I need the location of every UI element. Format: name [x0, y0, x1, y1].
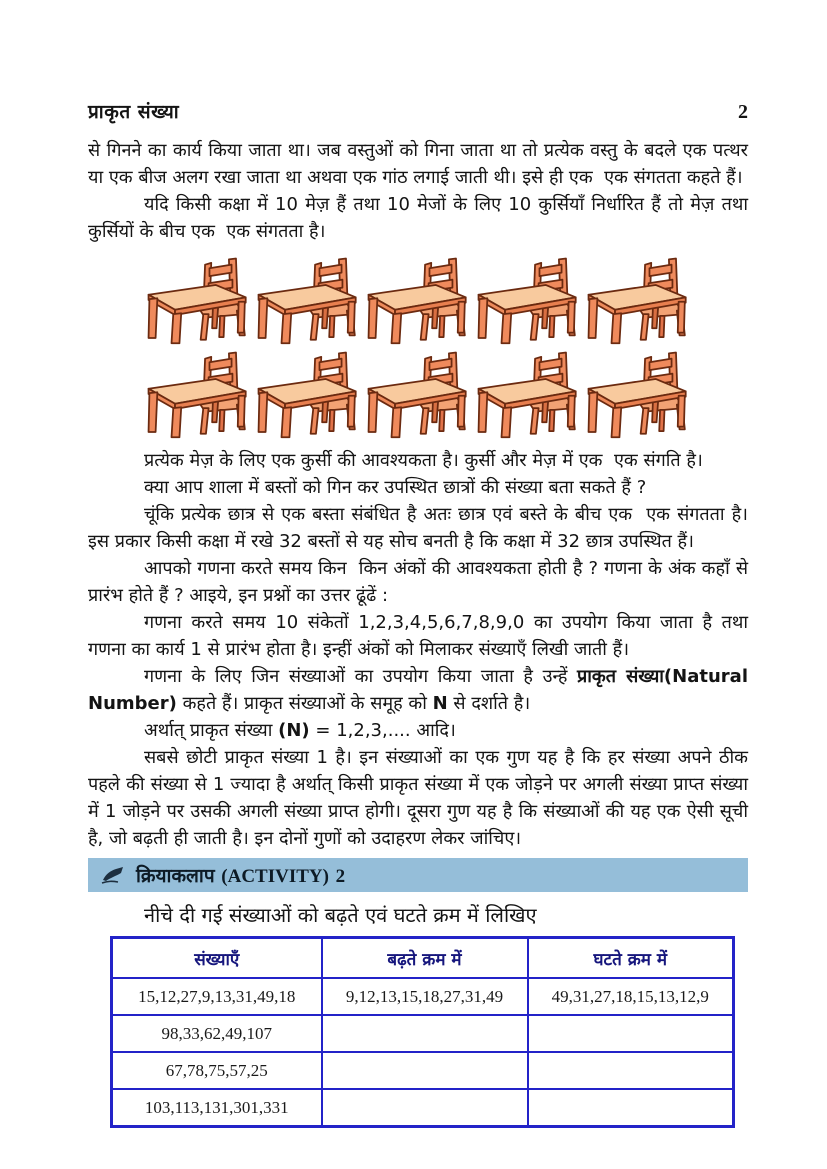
figure-row: [145, 349, 691, 439]
activity-label: क्रियाकलाप: [136, 865, 215, 887]
table-chair-illustration: [585, 255, 691, 345]
body-paragraphs-before-figure: [88, 137, 748, 245]
table-cell: 15,12,27,9,13,31,49,18: [112, 978, 322, 1015]
table-cell: 98,33,62,49,107: [112, 1015, 322, 1052]
paragraph: चूंकि प्रत्येक छात्र से एक बस्ता संबंधित है अतः छात्र एवं बस्ते के बीच एक एक संगतता है। इस प्रकार किसी कक्षा में रखे 32 बस्तों से यह सोच बनती है कि कक्षा में 32 छात्र उपस्थित हैं।: [88, 504, 748, 552]
table-chair-illustration: [585, 349, 691, 439]
paragraph: प्रत्येक मेज़ के लिए एक कुर्सी की आवश्यकता है। कुर्सी और मेज़ में एक एक संगति है।: [144, 450, 703, 471]
table-row: [112, 1015, 734, 1052]
page-header: [88, 98, 748, 124]
table-chair-drawing: [145, 255, 251, 345]
table-chair-drawing: [475, 255, 581, 345]
paragraph: अर्थात् प्राकृत संख्या (N) = 1,2,3,.... आदि।: [144, 720, 456, 741]
table-cell: [528, 1015, 734, 1052]
paragraph: गणना के लिए जिन संख्याओं का उपयोग किया जाता है उन्हें प्राकृत संख्या(Natural Number) कहते हैं। प्राकृत संख्याओं के समूह को N से दर्शाते है।: [88, 666, 748, 714]
chairs-figure: [88, 255, 748, 439]
table-chair-illustration: [145, 255, 251, 345]
table-chair-illustration: [365, 349, 471, 439]
table-chair-illustration: [475, 349, 581, 439]
figure-row: [145, 255, 691, 345]
table-header-cell: संख्याएँ: [112, 938, 322, 979]
table-header-cell: बढ़ते क्रम में: [322, 938, 528, 979]
table-intro: नीचे दी गई संख्याओं को बढ़ते एवं घटते क्रम में लिखिए: [144, 903, 537, 927]
table-chair-drawing: [585, 349, 691, 439]
table-header-row: [112, 938, 734, 979]
table-chair-illustration: [255, 255, 361, 345]
table-row: [112, 1089, 734, 1127]
table-chair-illustration: [475, 255, 581, 345]
table-cell: [322, 1089, 528, 1127]
table-chair-drawing: [585, 255, 691, 345]
table-cell: 67,78,75,57,25: [112, 1052, 322, 1089]
paragraph: गणना करते समय 10 संकेतों 1,2,3,4,5,6,7,8,9,0 का उपयोग किया जाता है तथा गणना का कार्य 1 से प्रारंभ होता है। इन्हीं अंकों को मिलाकर संख्याएँ लिखी जाती हैं।: [88, 612, 748, 660]
table-chair-drawing: [255, 349, 361, 439]
table-chair-drawing: [255, 255, 361, 345]
table-chair-illustration: [145, 349, 251, 439]
body-paragraphs-after-figure: [88, 447, 748, 852]
table-chair-illustration: [255, 349, 361, 439]
table-chair-drawing: [475, 349, 581, 439]
table-row: [112, 978, 734, 1015]
activity-label-en: (ACTIVITY): [221, 866, 329, 887]
paragraph: यदि किसी कक्षा में 10 मेज़ हैं तथा 10 मेजों के लिए 10 कुर्सियाँ निर्धारित हैं तो मेज़ तथा कुर्सियों के बीच एक एक संगतता है।: [88, 194, 748, 242]
activity-number: 2: [335, 866, 346, 887]
activity-table: [110, 936, 735, 1128]
paragraph: सबसे छोटी प्राकृत संख्या 1 है। इन संख्याओं का एक गुण यह है कि हर संख्या अपने ठीक पहले की संख्या से 1 ज्यादा है अर्थात् किसी प्राकृत संख्या में एक जोड़ने पर अगली संख्या प्राप्त संख्या में 1 जोड़ने पर उसकी अगली संख्या प्राप्त होगी। दूसरा गुण यह है कि संख्याओं की यह एक ऐसी सूची है, जो बढ़ती ही जाती है। इन दोनों गुणों को उदाहरण लेकर जांचिए।: [88, 747, 748, 849]
table-cell: 49,31,27,18,15,13,12,9: [528, 978, 734, 1015]
activity-title: [136, 862, 345, 888]
table-cell: 9,12,13,15,18,27,31,49: [322, 978, 528, 1015]
page-title: प्राकृत संख्या: [88, 101, 180, 123]
paragraph: क्या आप शाला में बस्तों को गिन कर उपस्थित छात्रों की संख्या बता सकते हैं ?: [144, 477, 647, 498]
table-chair-drawing: [365, 349, 471, 439]
table-cell: [528, 1052, 734, 1089]
paragraph: आपको गणना करते समय किन किन अंकों की आवश्यकता होती है ? गणना के अंक कहाँ से प्रारंभ होते हैं ? आइये, इन प्रश्नों का उत्तर ढूंढें :: [88, 558, 748, 606]
table-cell: [322, 1015, 528, 1052]
writing-pen-icon: [100, 865, 126, 885]
table-row: [112, 1052, 734, 1089]
table-cell: [322, 1052, 528, 1089]
table-chair-drawing: [145, 349, 251, 439]
table-chair-drawing: [365, 255, 471, 345]
table-cell: 103,113,131,301,331: [112, 1089, 322, 1127]
table-cell: [528, 1089, 734, 1127]
activity-banner: [88, 858, 748, 892]
table-chair-illustration: [365, 255, 471, 345]
paragraph: से गिनने का कार्य किया जाता था। जब वस्तुओं को गिना जाता था तो प्रत्येक वस्तु के बदले एक पत्थर या एक बीज अलग रखा जाता था अथवा एक गांठ लगाई जाती थी। इसे ही एक एक संगतता कहते हैं।: [88, 140, 748, 188]
table-header-cell: घटते क्रम में: [528, 938, 734, 979]
page-number: 2: [738, 101, 748, 123]
